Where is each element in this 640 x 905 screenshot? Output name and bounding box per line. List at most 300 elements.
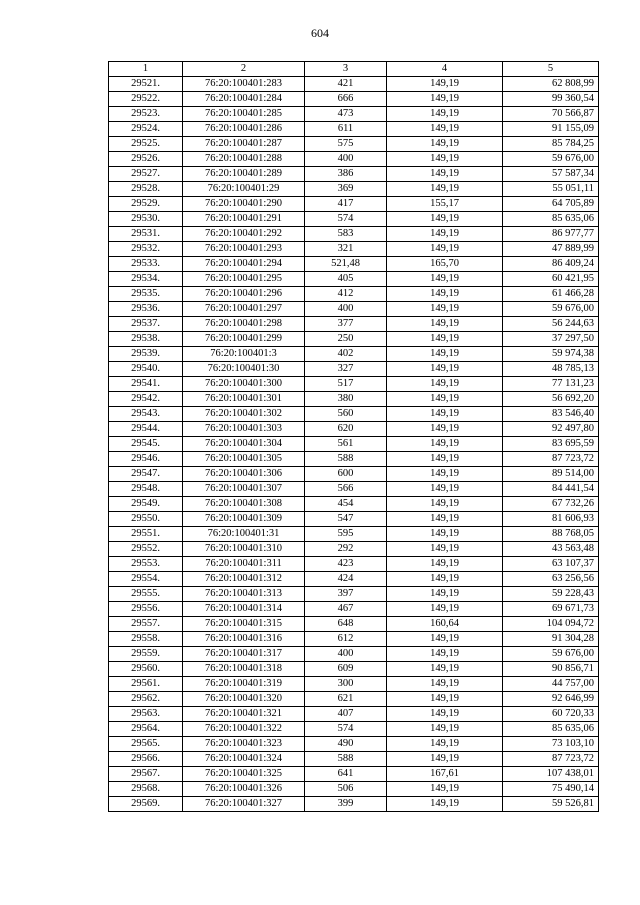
cadastral-number-cell: 76:20:100401:323	[183, 737, 305, 752]
rate-cell: 149,19	[387, 632, 503, 647]
cadastral-number-cell: 76:20:100401:315	[183, 617, 305, 632]
row-number-cell: 29545.	[109, 437, 183, 452]
rate-cell: 149,19	[387, 92, 503, 107]
row-number-cell: 29551.	[109, 527, 183, 542]
area-cell: 369	[305, 182, 387, 197]
rate-cell: 149,19	[387, 317, 503, 332]
cadastral-number-cell: 76:20:100401:294	[183, 257, 305, 272]
rate-cell: 149,19	[387, 212, 503, 227]
area-cell: 506	[305, 782, 387, 797]
area-cell: 641	[305, 767, 387, 782]
table-row	[109, 662, 599, 677]
area-cell: 566	[305, 482, 387, 497]
area-cell: 417	[305, 197, 387, 212]
rate-cell: 149,19	[387, 512, 503, 527]
rate-cell: 149,19	[387, 332, 503, 347]
value-cell: 67 732,26	[503, 497, 599, 512]
area-cell: 621	[305, 692, 387, 707]
rate-cell: 149,19	[387, 272, 503, 287]
row-number-cell: 29533.	[109, 257, 183, 272]
table-row	[109, 347, 599, 362]
rate-cell: 149,19	[387, 722, 503, 737]
area-cell: 412	[305, 287, 387, 302]
rate-cell: 149,19	[387, 137, 503, 152]
cadastral-number-cell: 76:20:100401:297	[183, 302, 305, 317]
area-cell: 454	[305, 497, 387, 512]
area-cell: 574	[305, 722, 387, 737]
row-number-cell: 29566.	[109, 752, 183, 767]
row-number-cell: 29555.	[109, 587, 183, 602]
cadastral-number-cell: 76:20:100401:303	[183, 422, 305, 437]
rate-cell: 149,19	[387, 227, 503, 242]
page-number: 604	[311, 26, 329, 40]
rate-cell: 149,19	[387, 662, 503, 677]
row-number-cell: 29535.	[109, 287, 183, 302]
table-row	[109, 167, 599, 182]
table-row	[109, 797, 599, 812]
value-cell: 57 587,34	[503, 167, 599, 182]
cadastral-number-cell: 76:20:100401:298	[183, 317, 305, 332]
value-cell: 86 409,24	[503, 257, 599, 272]
area-cell: 560	[305, 407, 387, 422]
rate-cell: 149,19	[387, 392, 503, 407]
area-cell: 600	[305, 467, 387, 482]
cadastral-number-cell: 76:20:100401:289	[183, 167, 305, 182]
table-row	[109, 437, 599, 452]
row-number-cell: 29541.	[109, 377, 183, 392]
row-number-cell: 29539.	[109, 347, 183, 362]
row-number-cell: 29565.	[109, 737, 183, 752]
cadastral-number-cell: 76:20:100401:308	[183, 497, 305, 512]
area-cell: 397	[305, 587, 387, 602]
cadastral-number-cell: 76:20:100401:307	[183, 482, 305, 497]
area-cell: 588	[305, 752, 387, 767]
value-cell: 88 768,05	[503, 527, 599, 542]
value-cell: 63 107,37	[503, 557, 599, 572]
value-cell: 62 808,99	[503, 77, 599, 92]
cadastral-number-cell: 76:20:100401:324	[183, 752, 305, 767]
row-number-cell: 29542.	[109, 392, 183, 407]
rate-cell: 149,19	[387, 527, 503, 542]
table-row	[109, 632, 599, 647]
value-cell: 85 635,06	[503, 212, 599, 227]
area-cell: 399	[305, 797, 387, 812]
row-number-cell: 29550.	[109, 512, 183, 527]
table-row	[109, 407, 599, 422]
rate-cell: 167,61	[387, 767, 503, 782]
cadastral-number-cell: 76:20:100401:30	[183, 362, 305, 377]
table-row	[109, 257, 599, 272]
table-row	[109, 302, 599, 317]
row-number-cell: 29536.	[109, 302, 183, 317]
area-cell: 561	[305, 437, 387, 452]
area-cell: 321	[305, 242, 387, 257]
value-cell: 87 723,72	[503, 752, 599, 767]
rate-cell: 149,19	[387, 122, 503, 137]
rate-cell: 149,19	[387, 557, 503, 572]
value-cell: 92 646,99	[503, 692, 599, 707]
rate-cell: 149,19	[387, 692, 503, 707]
value-cell: 60 720,33	[503, 707, 599, 722]
row-number-cell: 29521.	[109, 77, 183, 92]
rate-cell: 149,19	[387, 377, 503, 392]
cadastral-number-cell: 76:20:100401:318	[183, 662, 305, 677]
row-number-cell: 29524.	[109, 122, 183, 137]
cadastral-number-cell: 76:20:100401:319	[183, 677, 305, 692]
table-row	[109, 422, 599, 437]
row-number-cell: 29529.	[109, 197, 183, 212]
rate-cell: 149,19	[387, 437, 503, 452]
row-number-cell: 29523.	[109, 107, 183, 122]
table-row	[109, 767, 599, 782]
area-cell: 400	[305, 647, 387, 662]
table-row	[109, 332, 599, 347]
value-cell: 63 256,56	[503, 572, 599, 587]
row-number-cell: 29568.	[109, 782, 183, 797]
value-cell: 91 304,28	[503, 632, 599, 647]
rate-cell: 149,19	[387, 542, 503, 557]
rate-cell: 149,19	[387, 677, 503, 692]
table-row	[109, 317, 599, 332]
table-row	[109, 782, 599, 797]
value-cell: 59 676,00	[503, 647, 599, 662]
cadastral-number-cell: 76:20:100401:284	[183, 92, 305, 107]
table-row	[109, 542, 599, 557]
table-row	[109, 617, 599, 632]
cadastral-number-cell: 76:20:100401:316	[183, 632, 305, 647]
cadastral-number-cell: 76:20:100401:31	[183, 527, 305, 542]
rate-cell: 160,64	[387, 617, 503, 632]
area-cell: 620	[305, 422, 387, 437]
area-cell: 547	[305, 512, 387, 527]
value-cell: 69 671,73	[503, 602, 599, 617]
cadastral-number-cell: 76:20:100401:304	[183, 437, 305, 452]
table-row	[109, 377, 599, 392]
table-row	[109, 467, 599, 482]
value-cell: 83 546,40	[503, 407, 599, 422]
rate-cell: 149,19	[387, 737, 503, 752]
cadastral-number-cell: 76:20:100401:314	[183, 602, 305, 617]
value-cell: 73 103,10	[503, 737, 599, 752]
value-cell: 77 131,23	[503, 377, 599, 392]
rate-cell: 149,19	[387, 167, 503, 182]
area-cell: 575	[305, 137, 387, 152]
value-cell: 90 856,71	[503, 662, 599, 677]
value-cell: 56 692,20	[503, 392, 599, 407]
cadastral-number-cell: 76:20:100401:317	[183, 647, 305, 662]
table-row	[109, 92, 599, 107]
table-row	[109, 392, 599, 407]
rate-cell: 149,19	[387, 242, 503, 257]
cadastral-number-cell: 76:20:100401:295	[183, 272, 305, 287]
table-row	[109, 362, 599, 377]
table-row	[109, 572, 599, 587]
value-cell: 59 974,38	[503, 347, 599, 362]
table-row	[109, 527, 599, 542]
value-cell: 61 466,28	[503, 287, 599, 302]
cadastral-number-cell: 76:20:100401:288	[183, 152, 305, 167]
table-row	[109, 647, 599, 662]
cadastral-number-cell: 76:20:100401:306	[183, 467, 305, 482]
area-cell: 405	[305, 272, 387, 287]
area-cell: 666	[305, 92, 387, 107]
area-cell: 588	[305, 452, 387, 467]
row-number-cell: 29538.	[109, 332, 183, 347]
rate-cell: 149,19	[387, 572, 503, 587]
value-cell: 59 676,00	[503, 302, 599, 317]
cadastral-number-cell: 76:20:100401:326	[183, 782, 305, 797]
table-row	[109, 482, 599, 497]
area-cell: 490	[305, 737, 387, 752]
value-cell: 87 723,72	[503, 452, 599, 467]
row-number-cell: 29553.	[109, 557, 183, 572]
area-cell: 421	[305, 77, 387, 92]
table-row	[109, 107, 599, 122]
table-row	[109, 557, 599, 572]
cadastral-number-cell: 76:20:100401:312	[183, 572, 305, 587]
table-row	[109, 752, 599, 767]
cadastral-number-cell: 76:20:100401:320	[183, 692, 305, 707]
value-cell: 75 490,14	[503, 782, 599, 797]
value-cell: 60 421,95	[503, 272, 599, 287]
rate-cell: 149,19	[387, 407, 503, 422]
value-cell: 107 438,01	[503, 767, 599, 782]
rate-cell: 149,19	[387, 347, 503, 362]
row-number-cell: 29540.	[109, 362, 183, 377]
cadastral-number-cell: 76:20:100401:287	[183, 137, 305, 152]
value-cell: 56 244,63	[503, 317, 599, 332]
table-header-row	[109, 62, 599, 77]
rate-cell: 149,19	[387, 77, 503, 92]
area-cell: 377	[305, 317, 387, 332]
value-cell: 81 606,93	[503, 512, 599, 527]
value-cell: 48 785,13	[503, 362, 599, 377]
cadastral-number-cell: 76:20:100401:293	[183, 242, 305, 257]
row-number-cell: 29532.	[109, 242, 183, 257]
row-number-cell: 29552.	[109, 542, 183, 557]
table-row	[109, 122, 599, 137]
column-header: 3	[305, 62, 387, 77]
cadastral-number-cell: 76:20:100401:309	[183, 512, 305, 527]
value-cell: 59 676,00	[503, 152, 599, 167]
rate-cell: 149,19	[387, 182, 503, 197]
area-cell: 327	[305, 362, 387, 377]
value-cell: 44 757,00	[503, 677, 599, 692]
cadastral-number-cell: 76:20:100401:322	[183, 722, 305, 737]
row-number-cell: 29534.	[109, 272, 183, 287]
row-number-cell: 29561.	[109, 677, 183, 692]
cadastral-number-cell: 76:20:100401:296	[183, 287, 305, 302]
table-row	[109, 242, 599, 257]
row-number-cell: 29567.	[109, 767, 183, 782]
data-table	[108, 61, 599, 812]
area-cell: 595	[305, 527, 387, 542]
area-cell: 473	[305, 107, 387, 122]
table-row	[109, 512, 599, 527]
table-row	[109, 212, 599, 227]
area-cell: 521,48	[305, 257, 387, 272]
value-cell: 47 889,99	[503, 242, 599, 257]
value-cell: 99 360,54	[503, 92, 599, 107]
row-number-cell: 29522.	[109, 92, 183, 107]
cadastral-number-cell: 76:20:100401:291	[183, 212, 305, 227]
table-row	[109, 707, 599, 722]
table-body	[109, 77, 599, 812]
cadastral-number-cell: 76:20:100401:283	[183, 77, 305, 92]
cadastral-number-cell: 76:20:100401:302	[183, 407, 305, 422]
row-number-cell: 29563.	[109, 707, 183, 722]
table-row	[109, 722, 599, 737]
row-number-cell: 29554.	[109, 572, 183, 587]
table-row	[109, 197, 599, 212]
cadastral-number-cell: 76:20:100401:305	[183, 452, 305, 467]
value-cell: 89 514,00	[503, 467, 599, 482]
value-cell: 59 526,81	[503, 797, 599, 812]
row-number-cell: 29549.	[109, 497, 183, 512]
cadastral-number-cell: 76:20:100401:29	[183, 182, 305, 197]
rate-cell: 149,19	[387, 707, 503, 722]
rate-cell: 149,19	[387, 587, 503, 602]
area-cell: 380	[305, 392, 387, 407]
cadastral-number-cell: 76:20:100401:285	[183, 107, 305, 122]
area-cell: 423	[305, 557, 387, 572]
cadastral-number-cell: 76:20:100401:325	[183, 767, 305, 782]
rate-cell: 149,19	[387, 302, 503, 317]
table-row	[109, 692, 599, 707]
area-cell: 400	[305, 152, 387, 167]
row-number-cell: 29543.	[109, 407, 183, 422]
cadastral-number-cell: 76:20:100401:3	[183, 347, 305, 362]
rate-cell: 149,19	[387, 467, 503, 482]
table-row	[109, 152, 599, 167]
row-number-cell: 29525.	[109, 137, 183, 152]
area-cell: 292	[305, 542, 387, 557]
cadastral-number-cell: 76:20:100401:290	[183, 197, 305, 212]
rate-cell: 149,19	[387, 422, 503, 437]
rate-cell: 149,19	[387, 647, 503, 662]
cadastral-number-cell: 76:20:100401:313	[183, 587, 305, 602]
row-number-cell: 29546.	[109, 452, 183, 467]
cadastral-number-cell: 76:20:100401:311	[183, 557, 305, 572]
column-header: 4	[387, 62, 503, 77]
cadastral-number-cell: 76:20:100401:300	[183, 377, 305, 392]
cadastral-number-cell: 76:20:100401:310	[183, 542, 305, 557]
area-cell: 386	[305, 167, 387, 182]
row-number-cell: 29556.	[109, 602, 183, 617]
area-cell: 611	[305, 122, 387, 137]
column-header: 5	[503, 62, 599, 77]
rate-cell: 149,19	[387, 782, 503, 797]
value-cell: 91 155,09	[503, 122, 599, 137]
area-cell: 402	[305, 347, 387, 362]
cadastral-number-cell: 76:20:100401:286	[183, 122, 305, 137]
table-row	[109, 287, 599, 302]
cadastral-number-cell: 76:20:100401:301	[183, 392, 305, 407]
rate-cell: 155,17	[387, 197, 503, 212]
row-number-cell: 29562.	[109, 692, 183, 707]
column-header: 1	[109, 62, 183, 77]
table-row	[109, 737, 599, 752]
area-cell: 612	[305, 632, 387, 647]
value-cell: 86 977,77	[503, 227, 599, 242]
table-row	[109, 137, 599, 152]
value-cell: 104 094,72	[503, 617, 599, 632]
rate-cell: 149,19	[387, 287, 503, 302]
row-number-cell: 29528.	[109, 182, 183, 197]
row-number-cell: 29560.	[109, 662, 183, 677]
row-number-cell: 29569.	[109, 797, 183, 812]
row-number-cell: 29547.	[109, 467, 183, 482]
table-row	[109, 452, 599, 467]
row-number-cell: 29548.	[109, 482, 183, 497]
rate-cell: 149,19	[387, 602, 503, 617]
value-cell: 84 441,54	[503, 482, 599, 497]
table-row	[109, 182, 599, 197]
value-cell: 64 705,89	[503, 197, 599, 212]
value-cell: 85 784,25	[503, 137, 599, 152]
rate-cell: 149,19	[387, 152, 503, 167]
rate-cell: 149,19	[387, 797, 503, 812]
rate-cell: 149,19	[387, 497, 503, 512]
cadastral-number-cell: 76:20:100401:292	[183, 227, 305, 242]
value-cell: 55 051,11	[503, 182, 599, 197]
rate-cell: 149,19	[387, 452, 503, 467]
table-row	[109, 677, 599, 692]
value-cell: 85 635,06	[503, 722, 599, 737]
area-cell: 648	[305, 617, 387, 632]
rate-cell: 149,19	[387, 362, 503, 377]
row-number-cell: 29557.	[109, 617, 183, 632]
row-number-cell: 29537.	[109, 317, 183, 332]
table-row	[109, 497, 599, 512]
cadastral-number-cell: 76:20:100401:327	[183, 797, 305, 812]
area-cell: 424	[305, 572, 387, 587]
value-cell: 92 497,80	[503, 422, 599, 437]
row-number-cell: 29530.	[109, 212, 183, 227]
value-cell: 43 563,48	[503, 542, 599, 557]
area-cell: 250	[305, 332, 387, 347]
rate-cell: 165,70	[387, 257, 503, 272]
rate-cell: 149,19	[387, 482, 503, 497]
area-cell: 517	[305, 377, 387, 392]
rate-cell: 149,19	[387, 107, 503, 122]
row-number-cell: 29527.	[109, 167, 183, 182]
area-cell: 407	[305, 707, 387, 722]
row-number-cell: 29559.	[109, 647, 183, 662]
row-number-cell: 29531.	[109, 227, 183, 242]
table-row	[109, 602, 599, 617]
value-cell: 59 228,43	[503, 587, 599, 602]
table-row	[109, 272, 599, 287]
row-number-cell: 29544.	[109, 422, 183, 437]
row-number-cell: 29526.	[109, 152, 183, 167]
row-number-cell: 29558.	[109, 632, 183, 647]
area-cell: 609	[305, 662, 387, 677]
table-row	[109, 227, 599, 242]
value-cell: 70 566,87	[503, 107, 599, 122]
value-cell: 83 695,59	[503, 437, 599, 452]
column-header: 2	[183, 62, 305, 77]
area-cell: 300	[305, 677, 387, 692]
cadastral-number-cell: 76:20:100401:299	[183, 332, 305, 347]
area-cell: 467	[305, 602, 387, 617]
table-row	[109, 77, 599, 92]
value-cell: 37 297,50	[503, 332, 599, 347]
area-cell: 583	[305, 227, 387, 242]
rate-cell: 149,19	[387, 752, 503, 767]
table-row	[109, 587, 599, 602]
row-number-cell: 29564.	[109, 722, 183, 737]
